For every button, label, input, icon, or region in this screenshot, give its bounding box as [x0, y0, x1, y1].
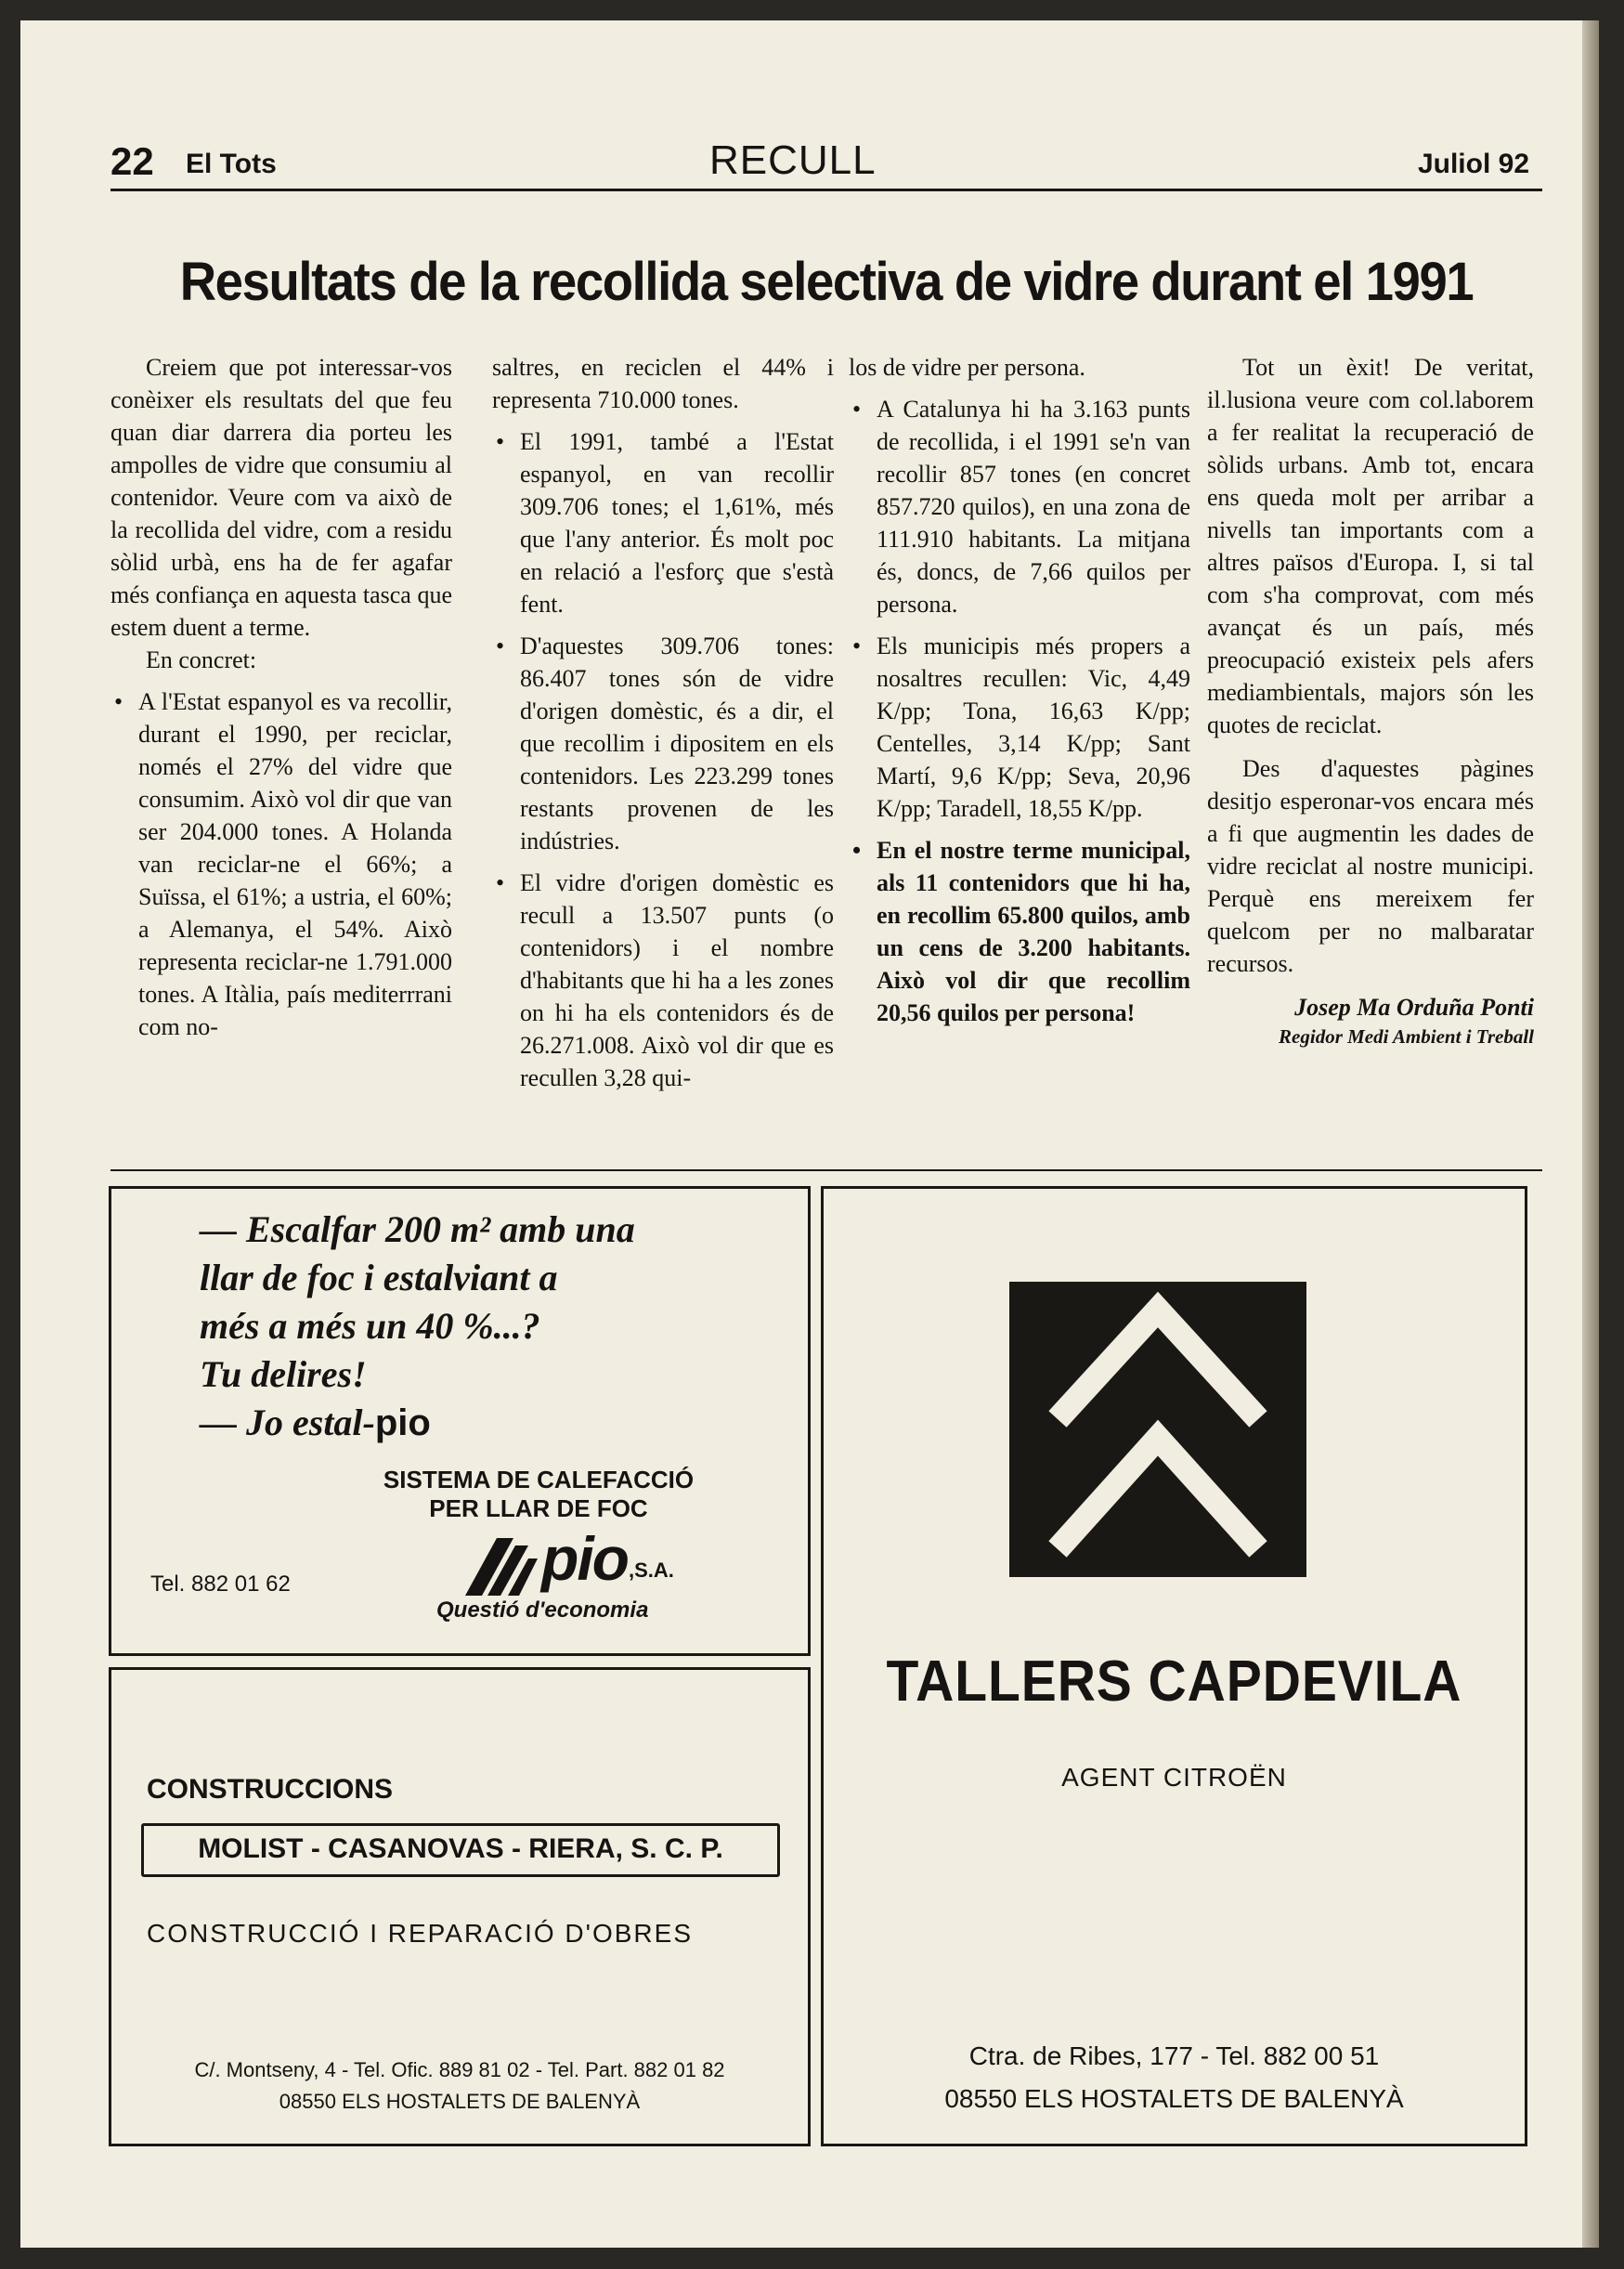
construccions-service: CONSTRUCCIÓ I REPARACIÓ D'OBRES — [147, 1919, 693, 1948]
slogan-line-3: més a més un 40 %...? — [200, 1305, 540, 1347]
citroen-logo-block — [1009, 1282, 1306, 1577]
section-title: RECULL — [709, 137, 877, 183]
pio-slogan — [200, 1206, 635, 1447]
construccions-address-1: C/. Montseny, 4 - Tel. Ofic. 889 81 02 - Tel. Part. 882 01 82 — [194, 2058, 725, 2081]
ad-tallers-capdevila — [821, 1186, 1527, 2146]
bullet-domestic: • El vidre d'origen domèstic es recull a 13.507 punts (o contenidors) i el nombre d'habitants que hi ha a les zones on hi ha els contenidors és de 26.271.008. Això vol dir que es recullen 3,28 qui- — [492, 867, 834, 1094]
header-rule — [110, 189, 1542, 191]
construccions-heading: CONSTRUCCIONS — [147, 1774, 394, 1805]
construccions-name-box — [141, 1823, 780, 1877]
pio-brand-name: pio — [541, 1524, 628, 1593]
slogan-line-1: — Escalfar 200 m² amb una — [200, 1208, 635, 1250]
lead-text: En concret: — [146, 646, 257, 673]
section-divider — [110, 1169, 1542, 1171]
pio-phone: Tel. 882 01 62 — [150, 1571, 291, 1597]
bullet-terme-municipal: • En el nostre terme municipal, als 11 contenidors que hi ha, en recollim 65.800 quilos, amb un cens de 3.200 habitants. Això vol dir que recollim 20,56 quilos per persona! — [849, 834, 1190, 1029]
pio-mountain-icon — [460, 1534, 543, 1597]
tallers-name: TALLERS CAPDEVILA — [886, 1650, 1462, 1714]
ad-construccions — [109, 1667, 811, 2146]
article-column-2 — [492, 351, 834, 1094]
issue-date: Juliol 92 — [1417, 149, 1529, 179]
tallers-town: 08550 ELS HOSTALETS DE BALENYÀ — [944, 2084, 1404, 2113]
continuation-text: los de vidre per persona. — [849, 354, 1085, 381]
construccions-name: MOLIST - CASANOVAS - RIERA, S. C. P. — [198, 1833, 723, 1864]
pio-system-text: SISTEMA DE CALEFACCIÓ PER LLAR DE FOC — [383, 1466, 695, 1522]
page-number: 22 — [110, 139, 154, 183]
slogan-line-4: Tu delires! — [200, 1353, 367, 1395]
author-signature: Josep Ma Orduña Ponti — [1294, 994, 1534, 1021]
ad-pio — [109, 1186, 811, 1656]
article-column-3 — [849, 351, 1190, 1029]
tallers-agent: AGENT CITROËN — [1061, 1763, 1287, 1792]
pio-logo — [460, 1524, 701, 1599]
pio-brand-suffix: ,S.A. — [629, 1558, 674, 1582]
slogan-line-5: — Jo estal-pio — [200, 1402, 431, 1443]
bullet-catalunya: • A Catalunya hi ha 3.163 punts de recollida, i el 1991 se'n van recollir 857 tones (en concret 857.720 quilos), en una zona de 111.910 habitants. La mitjana és, doncs, de 7,66 quilos per persona. — [849, 393, 1190, 620]
bullet-origin: • D'aquestes 309.706 tones: 86.407 tones són de vidre d'origen domèstic, és a dir, el que recollim i dipositem en els contenidors. Les 223.299 tones restants provenen de les indústries. — [492, 630, 834, 857]
article-column-1 — [110, 351, 452, 1043]
bullet-municipis: • Els municipis més propers a nosaltres recullen: Vic, 4,49 K/pp; Tona, 16,63 K/pp; Centelles, 3,14 K/pp; Sant Martí, 9,6 K/pp; Seva, 20,96 K/pp; Taradell, 18,55 K/pp. — [849, 630, 1190, 825]
slogan-line-2: llar de foc i estalviant a — [200, 1257, 558, 1298]
pio-tagline: Questió d'economia — [436, 1597, 649, 1623]
intro-paragraph: Creiem que pot interessar-vos conèixer els resultats del que feu quan diar darrera dia porteu les ampolles de vidre que consumiu al contenidor. Veure com va això de la recollida del vidre, com a residu sòlid urbà, ens ha de fer agafar més confiança en aquesta tasca que estem duent a terme. — [110, 354, 452, 641]
magazine-page — [20, 20, 1599, 2248]
tallers-address: Ctra. de Ribes, 177 - Tel. 882 00 51 — [968, 2041, 1380, 2070]
page-spine-shadow — [1582, 20, 1599, 2248]
magazine-name: El Tots — [186, 149, 277, 179]
citroen-chevrons-icon — [1009, 1282, 1306, 1577]
pio-inline-logo: pio — [374, 1402, 431, 1443]
bullet-estat-1991: • El 1991, també a l'Estat espanyol, en van recollir 309.706 tones; el 1,61%, més que l'any anterior. És molt poc en relació a l'esforç que s'està fent. — [492, 425, 834, 620]
article-column-4 — [1207, 351, 1534, 1050]
bullet-estat-1990: • A l'Estat espanyol es va recollir, durant el 1990, per reciclar, només el 27% del vidre que consumim. Això vol dir que van ser 204.000 tones. A Holanda van reciclar-ne el 66%; a Suïssa, el 61%; a ustria, el 60%; a Alemanya, el 54%. Això representa reciclar-ne 1.791.000 tones. A Itàlia, país mediterrrani com no- — [110, 685, 452, 1043]
closing-paragraph-1: Tot un èxit! De veritat, il.lusiona veure com col.laborem a fer realitat la recuperació de sòlids urbans. Amb tot, encara ens queda molt per arribar a nivells tan importants com a altres països d'Europa. I, si tal com s'ha comprovat, com més avançat és un país, més preocupació existeix pels afers mediambientals, majors són les quotes de reciclat. — [1207, 354, 1534, 738]
article-headline: Resultats de la recollida selectiva de vidre durant el 1991 — [179, 252, 1474, 312]
construccions-address-2: 08550 ELS HOSTALETS DE BALENYÀ — [279, 2090, 641, 2113]
closing-paragraph-2: Des d'aquestes pàgines desitjo esperonar-vos encara més a fi que augmentin les dades de vidre reciclat al nostre municipi. Perquè ens mereixem fer quelcom per no malbaratar recursos. — [1207, 755, 1534, 977]
author-role: Regidor Medi Ambient i Treball — [1279, 1025, 1534, 1048]
continuation-text: saltres, en reciclen el 44% i representa 710.000 tones. — [492, 354, 834, 413]
